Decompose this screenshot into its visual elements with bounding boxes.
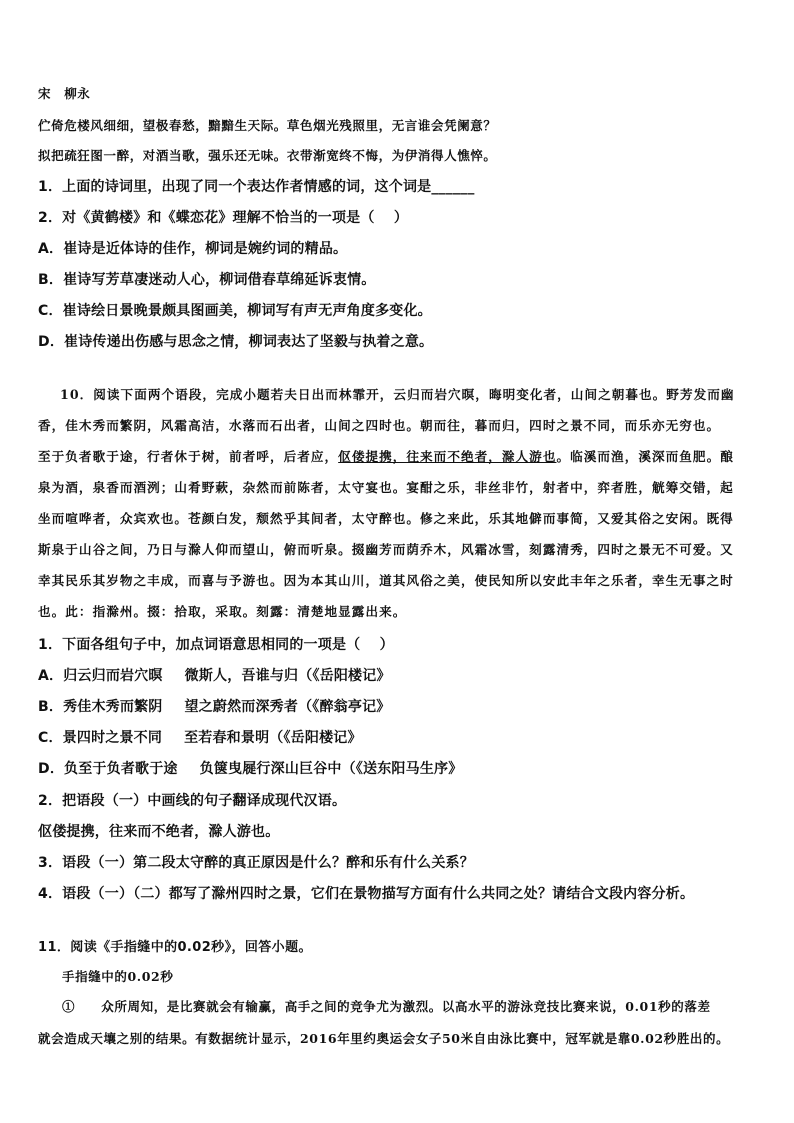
passage-text: 。临溪而渔，溪深而鱼肥。酿 <box>556 449 734 464</box>
option-c: C．崔诗绘日景晚景颇具图画美，柳词写有声无声角度多变化。 <box>38 303 432 319</box>
option-a-left: A．归云归而岩穴暝 <box>38 668 163 684</box>
article-title: 手指缝中的0.02秒 <box>62 969 174 984</box>
option-a <box>38 665 391 685</box>
poem-author: 宋 柳永 <box>38 86 91 101</box>
question-3: 3．语段（一）第二段太守醉的真正原因是什么？醉和乐有什么关系？ <box>38 855 474 871</box>
question-2: 2．对《黄鹤楼》和《蝶恋花》理解不恰当的一项是（ ） <box>38 210 409 226</box>
passage-line: 坐而喧哗者，众宾欢也。苍颜白发，颓然乎其间者，太守醉也。修之来此，乐其地僻而事简，又爱其俗之安闲。既得 <box>38 511 734 526</box>
option-d-left: D．负至于负者歌于途 <box>38 761 178 777</box>
option-d-right: 负箧曳屣行深山巨谷中（《送东阳马生序》 <box>199 761 463 777</box>
passage-line: 斯泉于山谷之间，乃日与滁人仰而望山，俯而听泉。掇幽芳而荫乔木，风霜冰雪，刻露清秀，四时之景无不可爱。又 <box>38 542 734 557</box>
option-d <box>38 758 462 778</box>
option-a: A．崔诗是近体诗的佳作，柳词是婉约词的精品。 <box>38 241 348 257</box>
question-4: 4．语段（一）（二）都写了滁州四时之景，它们在景物描写方面有什么共同之处？请结合文段内容分析。 <box>38 886 695 902</box>
option-b: B．崔诗写芳草凄迷动人心，柳词借春草绵延诉衷情。 <box>38 272 376 288</box>
option-a-right: 微斯人，吾谁与归（《岳阳楼记》 <box>184 668 391 684</box>
passage-line: 10．阅读下面两个语段，完成小题若夫日出而林霏开，云归而岩穴暝，晦明变化者，山间之朝暮也。野芳发而幽 <box>60 387 735 402</box>
option-c-right: 至若春和景明（《岳阳楼记》 <box>184 730 362 746</box>
passage-line: 泉为酒，泉香而酒洌；山肴野蔌，杂然而前陈者，太守宴也。宴酣之乐，非丝非竹，射者中，弈者胜，觥筹交错，起 <box>38 480 734 495</box>
question-1: 1．下面各组句子中，加点词语意思相同的一项是（ ） <box>38 637 394 653</box>
option-d: D．崔诗传递出伤感与思念之情，柳词表达了坚毅与执着之意。 <box>38 334 434 350</box>
question-11-title: 11．阅读《手指缝中的0.02秒》，回答小题。 <box>38 940 312 955</box>
question-2: 2．把语段（一）中画线的句子翻译成现代汉语。 <box>38 793 347 809</box>
option-c <box>38 727 362 747</box>
passage-line: 幸其民乐其岁物之丰成，而喜与予游也。因为本其山川，道其风俗之美，使民知所以安此丰年之乐者，幸生无事之时 <box>38 573 734 588</box>
underlined-sentence: 伛偻提携，往来而不绝者，滁人游也 <box>338 449 557 464</box>
option-b-right: 望之蔚然而深秀者（《醉翁亭记》 <box>184 699 391 715</box>
article-paragraph: ① 众所周知，是比赛就会有输赢，高手之间的竞争尤为激烈。以高水平的游泳竞技比赛来说，0.01秒的落差 <box>62 999 711 1014</box>
option-c-left: C．景四时之景不同 <box>38 730 163 746</box>
question-1: 1．上面的诗词里，出现了同一个表达作者情感的词，这个词是______ <box>38 179 475 195</box>
option-b-left: B．秀佳木秀而繁阴 <box>38 699 163 715</box>
passage-line <box>38 446 734 465</box>
passage-line: 香，佳木秀而繁阴，风霜高洁，水落而石出者，山间之四时也。朝而往，暮而归，四时之景不同，而乐亦无穷也。 <box>38 418 721 433</box>
poem-line: 拟把疏狂图一醉，对酒当歌，强乐还无味。衣带渐宽终不悔，为伊消得人憔悴。 <box>38 148 497 163</box>
passage-text: 至于负者歌于途，行者休于树，前者呼，后者应， <box>38 449 339 464</box>
passage-line: 也。此：指滁州。掇：拾取，采取。刻露：清楚地显露出来。 <box>38 604 407 619</box>
question-2-sentence: 伛偻提携，往来而不绝者，滁人游也。 <box>38 824 280 840</box>
poem-line: 伫倚危楼风细细，望极春愁，黯黯生天际。草色烟光残照里，无言谁会凭阑意？ <box>38 118 497 133</box>
option-b <box>38 696 390 716</box>
article-paragraph: 就会造成天壤之别的结果。有数据统计显示，2016年里约奥运会女子50米自由泳比赛中，冠军就是靠0.02秒胜出的。 <box>38 1031 730 1046</box>
